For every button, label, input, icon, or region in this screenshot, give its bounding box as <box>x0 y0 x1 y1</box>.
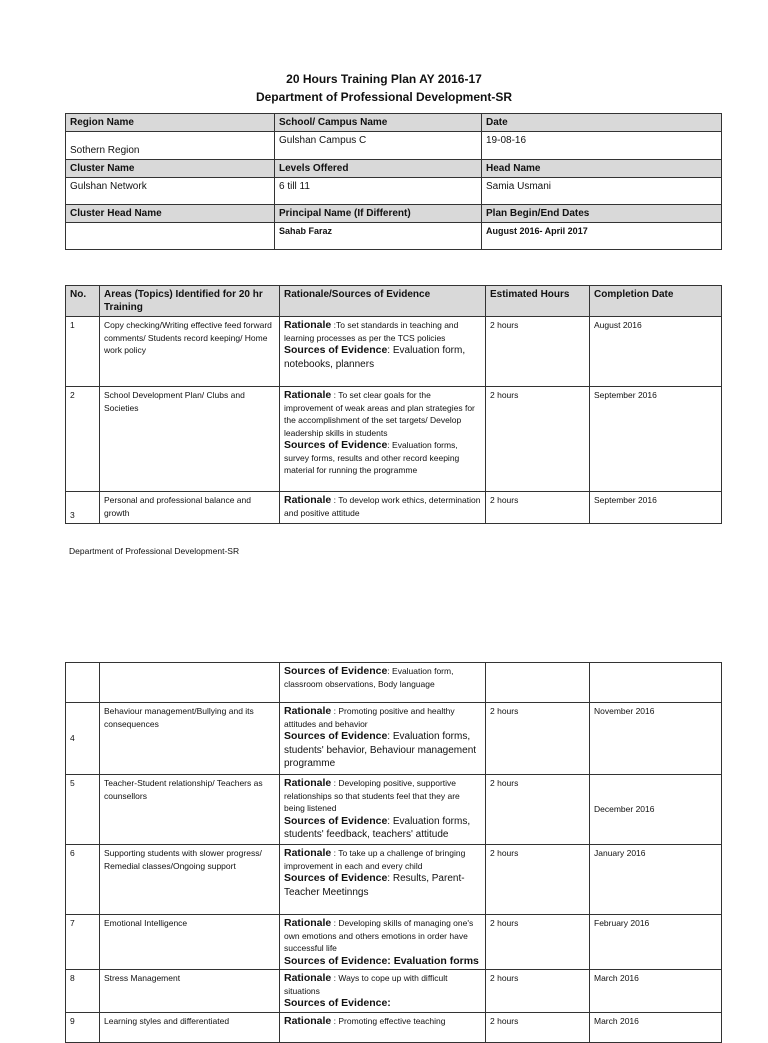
row-rationale <box>280 970 486 1013</box>
table-row <box>66 387 722 492</box>
row-area: Emotional Intelligence <box>100 915 280 970</box>
sources-label: Sources of Evidence <box>284 730 388 742</box>
table-row <box>66 915 722 970</box>
row-date: February 2016 <box>590 915 722 970</box>
rationale-text: : Ways to cope up with difficult situations <box>284 973 448 996</box>
date-value: 19-08-16 <box>482 132 722 160</box>
row-hours: 2 hours <box>486 703 590 775</box>
head-name-header: Head Name <box>482 160 722 178</box>
rationale-label: Rationale <box>284 494 332 506</box>
row-date: March 2016 <box>590 970 722 1013</box>
row-area <box>100 663 280 703</box>
row-number: 3 <box>66 492 100 524</box>
levels-value: 6 till 11 <box>275 178 482 205</box>
row-rationale <box>280 1012 486 1042</box>
page-footer: Department of Professional Development-SR <box>69 546 240 556</box>
rationale-text: : Promoting effective teaching <box>333 1015 446 1026</box>
rationale-label: Rationale <box>284 319 332 331</box>
row-number: 6 <box>66 845 100 915</box>
col-areas-header: Areas (Topics) Identified for 20 hr Training <box>100 286 280 317</box>
row-number: 1 <box>66 317 100 387</box>
table-row <box>66 775 722 845</box>
row-number: 8 <box>66 970 100 1013</box>
school-campus-header: School/ Campus Name <box>275 114 482 132</box>
rationale-label: Rationale <box>284 917 332 929</box>
table-row <box>66 492 722 524</box>
row-rationale <box>280 387 486 492</box>
document-subtitle: Department of Professional Development-SR <box>255 90 513 104</box>
rationale-label: Rationale <box>284 972 332 984</box>
row-number: 9 <box>66 1012 100 1042</box>
row-hours: 2 hours <box>486 387 590 492</box>
row-rationale <box>280 703 486 775</box>
row-number <box>66 663 100 703</box>
rationale-text: :To set standards in teaching and learning processes as per the TCS policies <box>284 320 459 343</box>
row-date: December 2016 <box>590 775 722 845</box>
date-header: Date <box>482 114 722 132</box>
sources-text: : Evaluation forms <box>387 954 479 967</box>
row-number: 5 <box>66 775 100 845</box>
rationale-text: : Developing skills of managing one's own emotions and others emotions in order have successful life <box>284 918 474 953</box>
row-date: September 2016 <box>590 387 722 492</box>
row-number: 2 <box>66 387 100 492</box>
school-value: Gulshan Campus C <box>275 132 482 160</box>
row-date: March 2016 <box>590 1012 722 1042</box>
row-area: Behaviour management/Bullying and its consequences <box>100 703 280 775</box>
col-hours-header: Estimated Hours <box>486 286 590 317</box>
region-value: Sothern Region <box>66 132 275 160</box>
row-area: Teacher-Student relationship/ Teachers as counsellors <box>100 775 280 845</box>
row-date: September 2016 <box>590 492 722 524</box>
row-hours: 2 hours <box>486 845 590 915</box>
row-area: Stress Management <box>100 970 280 1013</box>
row-date: November 2016 <box>590 703 722 775</box>
head-value: Samia Usmani <box>482 178 722 205</box>
row-rationale <box>280 317 486 387</box>
col-date-header: Completion Date <box>590 286 722 317</box>
row-hours: 2 hours <box>486 915 590 970</box>
table-row <box>66 845 722 915</box>
row-rationale <box>280 915 486 970</box>
rationale-text: : To develop work ethics, determination and positive attitude <box>284 495 481 518</box>
training-plan-table-continued <box>65 662 722 1043</box>
row-rationale <box>280 775 486 845</box>
region-name-header: Region Name <box>66 114 275 132</box>
row-hours: 2 hours <box>486 1012 590 1042</box>
cluster-head-header: Cluster Head Name <box>66 205 275 223</box>
row-number: 7 <box>66 915 100 970</box>
col-no-header: No. <box>66 286 100 317</box>
row-area: Learning styles and differentiated <box>100 1012 280 1042</box>
sources-label: Sources of Evidence <box>284 814 388 827</box>
plan-dates-value: August 2016- April 2017 <box>482 223 722 250</box>
sources-label: Sources of Evidence <box>284 344 388 356</box>
sources-label: Sources of Evidence <box>284 954 388 967</box>
table-row <box>66 970 722 1013</box>
rationale-label: Rationale <box>284 847 332 859</box>
sources-text: : Evaluation form, classroom observations, Body language <box>284 666 454 689</box>
levels-offered-header: Levels Offered <box>275 160 482 178</box>
sources-text: : Evaluation forms, students' feedback, teachers' attitude <box>284 815 471 840</box>
sources-label: Sources of Evidence <box>284 872 388 884</box>
row-hours: 2 hours <box>486 317 590 387</box>
table-row <box>66 1012 722 1042</box>
rationale-label: Rationale <box>284 777 332 789</box>
sources-label: Sources of Evidence <box>284 665 388 677</box>
row-hours <box>486 663 590 703</box>
sources-text: : Evaluation form, notebooks, planners <box>284 345 466 370</box>
row-rationale <box>280 663 486 703</box>
cluster-head-value <box>66 223 275 250</box>
row-area: Copy checking/Writing effective feed forward comments/ Students record keeping/ Home work policy <box>100 317 280 387</box>
row-date: August 2016 <box>590 317 722 387</box>
rationale-text: : To set clear goals for the improvement of weak areas and plan strategies for the accomplishment of the set targets/ Develop leadership skills in students <box>284 390 475 438</box>
row-area: Personal and professional balance and growth <box>100 492 280 524</box>
row-rationale <box>280 845 486 915</box>
cluster-name-header: Cluster Name <box>66 160 275 178</box>
principal-value: Sahab Faraz <box>275 223 482 250</box>
cluster-value: Gulshan Network <box>66 178 275 205</box>
sources-text: : Evaluation forms, survey forms, results and other record keeping material for running the programme <box>284 440 460 475</box>
table-row <box>66 703 722 775</box>
rationale-text: : To take up a challenge of bringing improvement in each and every child <box>284 848 466 871</box>
rationale-text: : Developing positive, supportive relationships so that students feel that they are being listened <box>284 778 460 813</box>
col-rationale-header: Rationale/Sources of Evidence <box>280 286 486 317</box>
row-number: 4 <box>66 703 100 775</box>
row-date <box>590 663 722 703</box>
row-date: January 2016 <box>590 845 722 915</box>
row-hours: 2 hours <box>486 970 590 1013</box>
sources-text: : Evaluation forms, students' behavior, Behaviour management programme <box>284 731 477 769</box>
rationale-label: Rationale <box>284 705 332 717</box>
rationale-label: Rationale <box>284 389 332 401</box>
row-rationale <box>280 492 486 524</box>
rationale-text: : Promoting positive and healthy attitudes and behavior <box>284 706 455 729</box>
sources-text: : Results, Parent-Teacher Meetinngs <box>284 873 465 898</box>
row-area: School Development Plan/ Clubs and Societies <box>100 387 280 492</box>
sources-label: Sources of Evidence: <box>284 997 391 1009</box>
training-plan-table <box>65 285 722 524</box>
row-hours: 2 hours <box>486 775 590 845</box>
principal-header: Principal Name (If Different) <box>275 205 482 223</box>
campus-info-table <box>65 113 722 250</box>
rationale-label: Rationale <box>284 1014 332 1027</box>
sources-label: Sources of Evidence <box>284 439 388 451</box>
row-area: Supporting students with slower progress/ Remedial classes/Ongoing support <box>100 845 280 915</box>
row-hours: 2 hours <box>486 492 590 524</box>
document-title: 20 Hours Training Plan AY 2016-17 <box>286 72 482 86</box>
plan-dates-header: Plan Begin/End Dates <box>482 205 722 223</box>
table-row <box>66 317 722 387</box>
table-row <box>66 663 722 703</box>
